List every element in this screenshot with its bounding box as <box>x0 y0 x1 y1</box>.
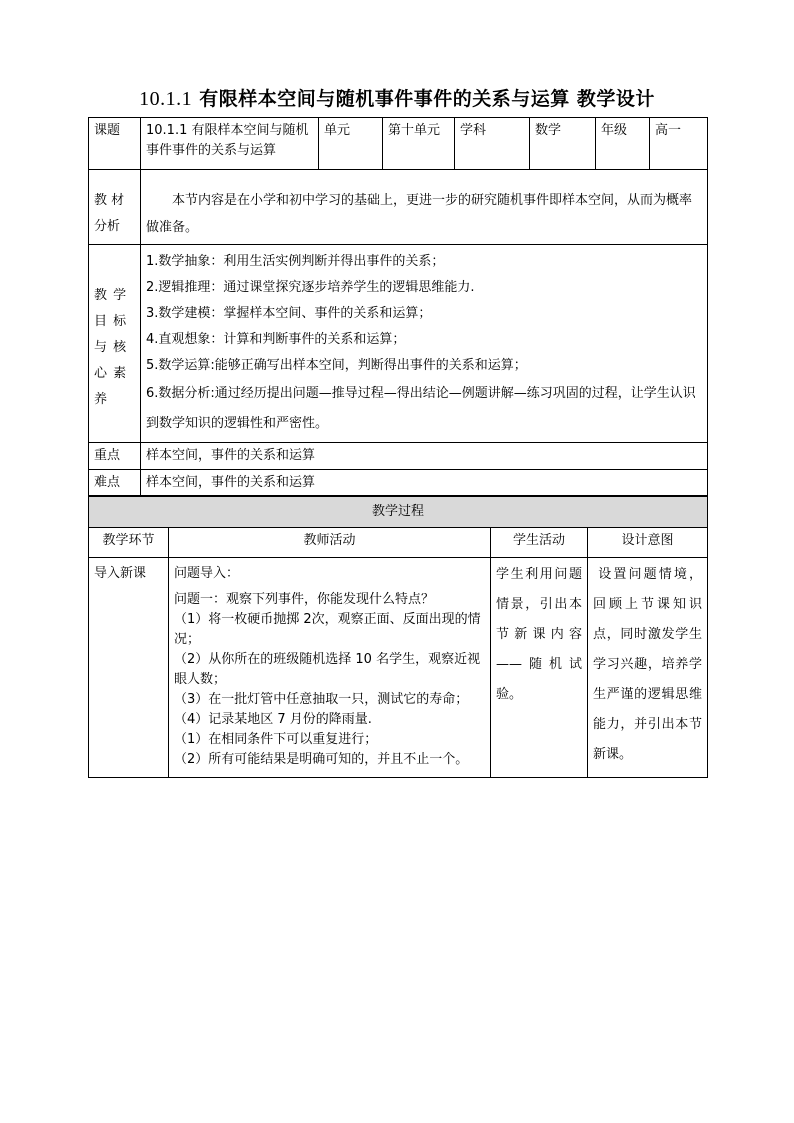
key-point-row <box>89 443 708 470</box>
title-text: 有限样本空间与随机事件事件的关系与运算 教学设计 <box>199 88 655 110</box>
process-header-row <box>89 497 708 528</box>
goals-cell <box>141 245 708 443</box>
analysis-label-text: 教 材 分析 <box>94 193 125 234</box>
column-student: 学生活动 <box>491 527 588 557</box>
goal-item: 2.逻辑推理：通过课堂探究逐步培养学生的逻辑思维能力. <box>146 280 475 295</box>
teacher-line: 问题导入： <box>174 565 240 581</box>
difficulty-value: 样本空间，事件的关系和运算 <box>141 469 708 496</box>
analysis-cell <box>141 170 708 245</box>
goals-row <box>89 245 708 443</box>
topic-label: 课题 <box>89 118 141 170</box>
unit-value: 第十单元 <box>383 118 455 170</box>
teacher-line: （1）将一枚硬币抛掷 2次，观察正面、反面出现的情况； <box>174 611 481 647</box>
stage-cell: 导入新课 <box>89 557 169 777</box>
topic-value: 10.1.1 有限样本空间与随机事件事件的关系与运算 <box>141 118 319 170</box>
process-header: 教学过程 <box>89 497 708 528</box>
grade-value: 高一 <box>650 118 708 170</box>
process-row <box>89 557 708 777</box>
grade-label: 年级 <box>596 118 650 170</box>
column-teacher: 教师活动 <box>169 527 491 557</box>
design-intent-cell <box>588 557 708 777</box>
analysis-text: 本节内容是在小学和初中学习的基础上，更进一步的研究随机事件即样本空间，从而为概率做准备。 <box>146 193 693 235</box>
goal-item: 4.直观想象：计算和判断事件的关系和运算； <box>146 332 406 347</box>
column-stage: 教学环节 <box>89 527 169 557</box>
goal-item: 6.数据分析:通过经历提出问题—推导过程—得出结论—例题讲解—练习巩固的过程，让学生认识到数学知识的逻辑性和严密性。 <box>146 386 696 431</box>
difficulty-row <box>89 469 708 496</box>
subject-label: 学科 <box>455 118 530 170</box>
design-intent-text: 设置问题情境，回顾上节课知识点，同时激发学生学习兴趣，培养学生严谨的逻辑思维能力，并引出本节新课。 <box>593 566 703 762</box>
teacher-activity-cell <box>169 557 491 777</box>
key-point-label: 重点 <box>89 443 141 470</box>
info-row <box>89 118 708 170</box>
analysis-label <box>89 170 141 245</box>
subject-value: 数学 <box>530 118 596 170</box>
goals-label <box>89 245 141 443</box>
teacher-line: （3）在一批灯管中任意抽取一只，测试它的寿命； <box>174 691 469 707</box>
lesson-info-table <box>88 117 708 496</box>
title-number: 10.1.1 <box>139 88 193 110</box>
student-activity-cell <box>491 557 588 777</box>
goal-item: 5.数学运算:能够正确写出样本空间，判断得出事件的关系和运算； <box>146 358 527 373</box>
analysis-row <box>89 170 708 245</box>
goal-item: 3.数学建模：掌握样本空间、事件的关系和运算； <box>146 306 432 321</box>
column-intent: 设计意图 <box>588 527 708 557</box>
process-table <box>88 496 708 778</box>
teacher-line: （2）从你所在的班级随机选择 10 名学生，观察近视眼人数； <box>174 651 481 687</box>
process-columns-row <box>89 527 708 557</box>
teacher-line: （1）在相同条件下可以重复进行； <box>174 731 378 747</box>
teacher-line: （2）所有可能结果是明确可知的，并且不止一个。 <box>174 751 469 767</box>
page-title <box>0 84 794 111</box>
goal-item: 1.数学抽象：利用生活实例判断并得出事件的关系； <box>146 254 445 269</box>
student-activity-text: 学生利用问题情景，引出本节新课内容——随机试验。 <box>496 566 582 702</box>
teacher-line: 问题一：观察下列事件，你能发现什么特点？ <box>174 591 435 607</box>
difficulty-label: 难点 <box>89 469 141 496</box>
goals-label-text: 教 学 目 标 与 核 心 素 养 <box>94 288 128 407</box>
unit-label: 单元 <box>319 118 383 170</box>
teacher-line: （4）记录某地区 7 月份的降雨量. <box>174 711 372 727</box>
key-point-value: 样本空间，事件的关系和运算 <box>141 443 708 470</box>
